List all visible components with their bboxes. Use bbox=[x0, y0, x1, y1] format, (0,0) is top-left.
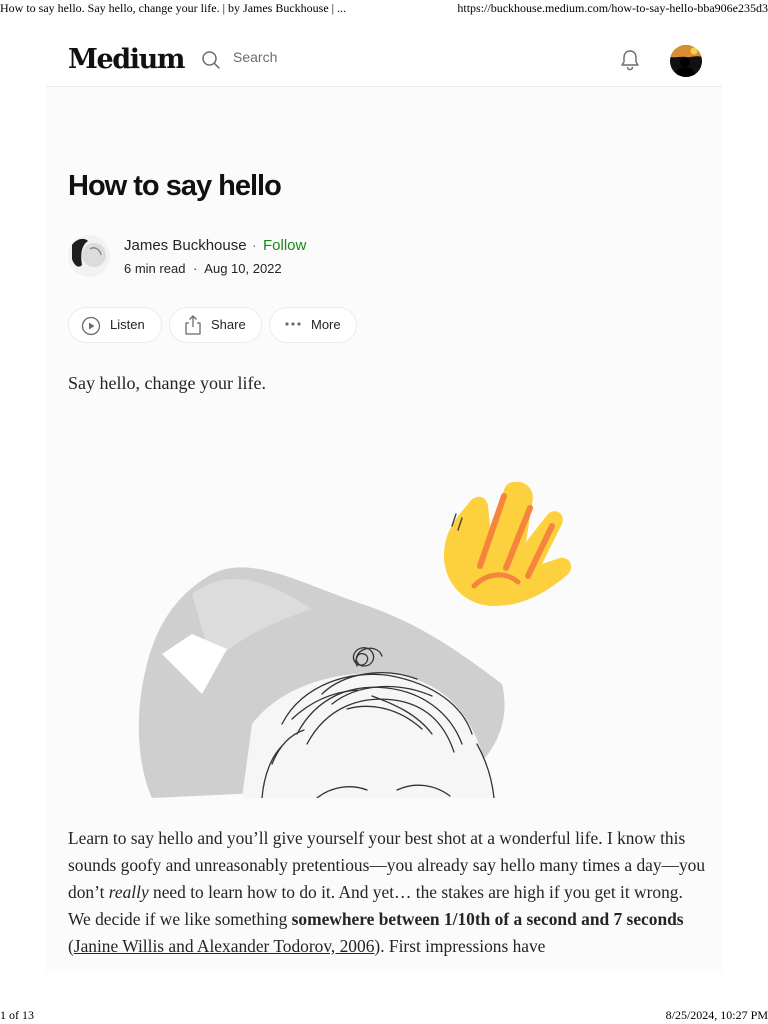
avatar-silhouette-icon bbox=[670, 45, 702, 77]
print-header bbox=[0, 0, 768, 18]
print-page-title: How to say hello. Say hello, change your life. | by James Buckhouse | ... bbox=[0, 1, 347, 15]
waving-hand-illustration bbox=[132, 434, 572, 798]
article-body-paragraph bbox=[68, 825, 708, 960]
print-page-number: 1 of 13 bbox=[0, 1008, 34, 1022]
follow-button[interactable]: Follow bbox=[263, 237, 307, 254]
article-title: How to say hello bbox=[68, 170, 281, 202]
search-icon bbox=[201, 50, 221, 70]
article-meta bbox=[124, 261, 286, 276]
citation-link[interactable]: Janine Willis and Alexander Todorov, 2006 bbox=[73, 936, 375, 956]
body-text-part1: Learn to say hello and you’ll give yourself your best shot at a wonderful life. I know this sounds goofy and unreasonably pretentious—you already say hello many times a day—you don’t bbox=[68, 828, 706, 902]
more-label: More bbox=[311, 317, 341, 332]
bell-icon[interactable] bbox=[619, 48, 641, 72]
user-avatar[interactable] bbox=[670, 45, 702, 77]
top-navigation-bar bbox=[46, 42, 722, 87]
article-subtitle: Say hello, change your life. bbox=[68, 373, 266, 393]
hero-image bbox=[132, 434, 572, 798]
print-page-url: https://buckhouse.medium.com/how-to-say-hello-bba906e235d3 bbox=[457, 1, 768, 15]
share-button[interactable] bbox=[169, 307, 262, 343]
listen-label: Listen bbox=[110, 317, 145, 332]
publish-date: Aug 10, 2022 bbox=[204, 261, 282, 276]
more-dots-icon bbox=[284, 318, 302, 330]
search-input[interactable] bbox=[233, 49, 383, 65]
medium-logo[interactable]: Medium bbox=[68, 44, 185, 75]
body-text-part2: need to learn how to do it. And yet… the stakes are high if you get it wrong. We decide if we like something bbox=[68, 882, 683, 929]
print-footer bbox=[0, 1006, 768, 1024]
author-separator: · bbox=[252, 237, 257, 253]
search-box[interactable] bbox=[201, 48, 401, 70]
share-icon bbox=[183, 314, 203, 336]
read-time: 6 min read bbox=[124, 261, 186, 276]
author-avatar[interactable] bbox=[68, 235, 110, 277]
body-strong-text: somewhere between 1/10th of a second and 7 seconds bbox=[291, 909, 684, 929]
listen-button[interactable] bbox=[68, 307, 162, 343]
print-datetime: 8/25/2024, 10:27 PM bbox=[665, 1008, 768, 1022]
share-label: Share bbox=[211, 317, 246, 332]
body-text-part3: ( bbox=[68, 936, 74, 956]
author-name[interactable]: James Buckhouse bbox=[124, 237, 247, 254]
play-icon bbox=[81, 316, 101, 336]
meta-separator: · bbox=[193, 261, 198, 276]
medium-article-page bbox=[46, 42, 722, 972]
author-portrait-icon bbox=[68, 235, 110, 277]
more-button[interactable] bbox=[269, 307, 357, 343]
body-emphasis: really bbox=[108, 882, 149, 902]
body-text-part4: ). First impressions have bbox=[374, 936, 546, 956]
